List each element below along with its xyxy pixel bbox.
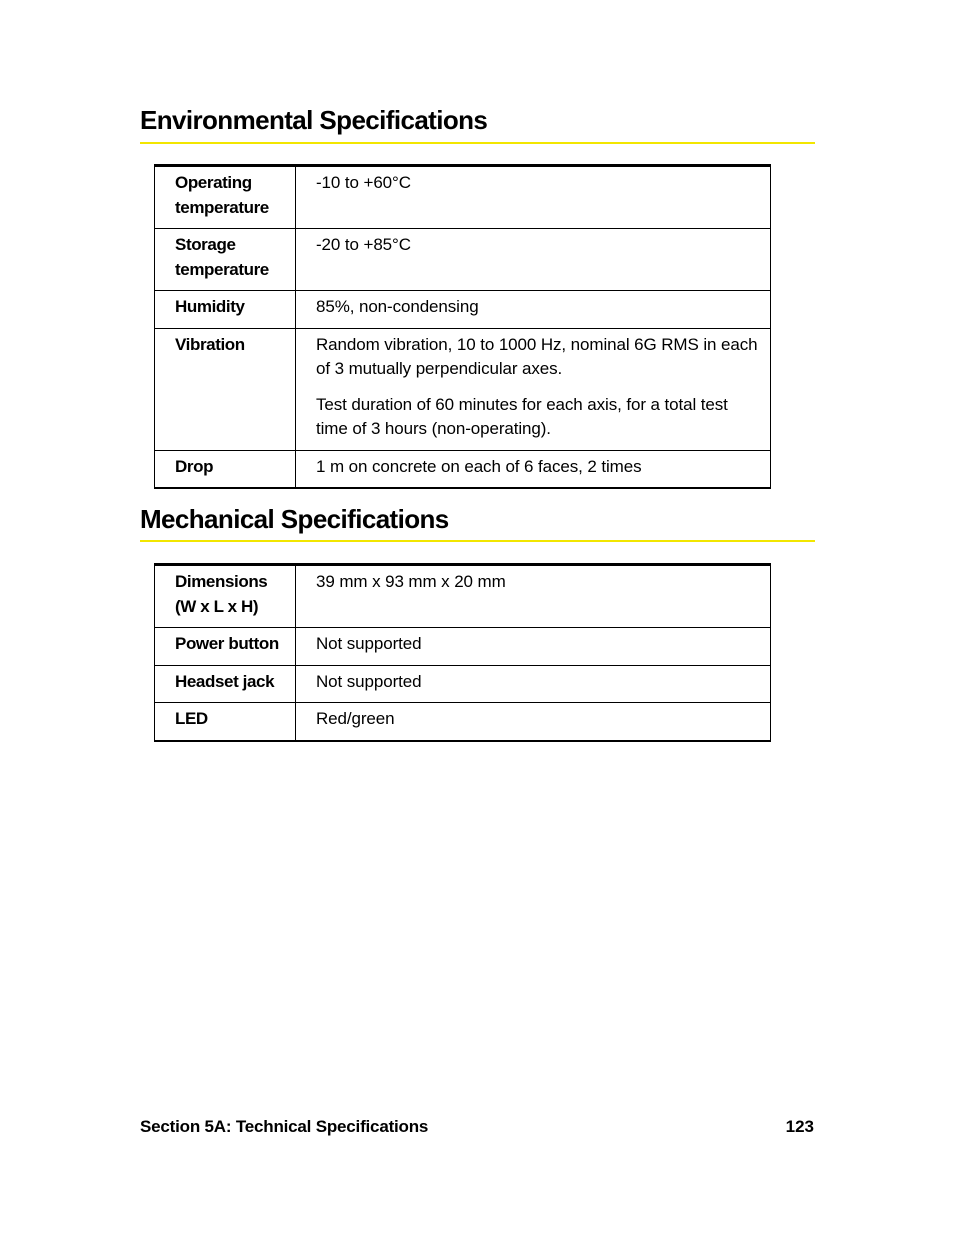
table-row xyxy=(155,328,771,450)
spec-value: -10 to +60°C xyxy=(296,166,771,229)
spec-value: Not supported xyxy=(296,628,771,666)
table-row xyxy=(155,166,771,229)
environmental-heading-rule xyxy=(140,142,815,144)
mechanical-heading: Mechanical Specifications xyxy=(140,504,449,534)
spec-value: 1 m on concrete on each of 6 faces, 2 times xyxy=(296,450,771,488)
spec-value-paragraph: Test duration of 60 minutes for each axis, for a total test time of 3 hours (non-operating). xyxy=(316,394,728,438)
spec-value: -20 to +85°C xyxy=(296,229,771,291)
spec-value: Red/green xyxy=(296,703,771,741)
table-row xyxy=(155,665,771,703)
environmental-spec-table xyxy=(154,164,771,489)
table-row xyxy=(155,565,771,628)
footer-section-title: Section 5A: Technical Specifications xyxy=(140,1117,429,1136)
spec-label: Humidity xyxy=(155,291,296,329)
spec-value-multiline xyxy=(296,328,771,450)
spec-label: Power button xyxy=(155,628,296,666)
table-row xyxy=(155,450,771,488)
table-row xyxy=(155,703,771,741)
spec-label: LED xyxy=(155,703,296,741)
spec-label: Vibration xyxy=(155,328,296,450)
environmental-heading: Environmental Specifications xyxy=(140,105,488,135)
table-row xyxy=(155,291,771,329)
spec-value: Not supported xyxy=(296,665,771,703)
table-row xyxy=(155,628,771,666)
table-row xyxy=(155,229,771,291)
mechanical-heading-rule xyxy=(140,540,815,542)
spec-label: Drop xyxy=(155,450,296,488)
spec-value: 39 mm x 93 mm x 20 mm xyxy=(296,565,771,628)
spec-label: Headset jack xyxy=(155,665,296,703)
mechanical-spec-table xyxy=(154,563,771,742)
spec-value-paragraph: Random vibration, 10 to 1000 Hz, nominal 6G RMS in each of 3 mutually perpendicular axes. xyxy=(316,334,758,378)
spec-value: 85%, non-condensing xyxy=(296,291,771,329)
spec-label: Storage temperature xyxy=(155,229,296,291)
page-number: 123 xyxy=(785,1117,814,1136)
spec-label: Operating temperature xyxy=(155,166,296,229)
spec-label: Dimensions (W x L x H) xyxy=(155,565,296,628)
